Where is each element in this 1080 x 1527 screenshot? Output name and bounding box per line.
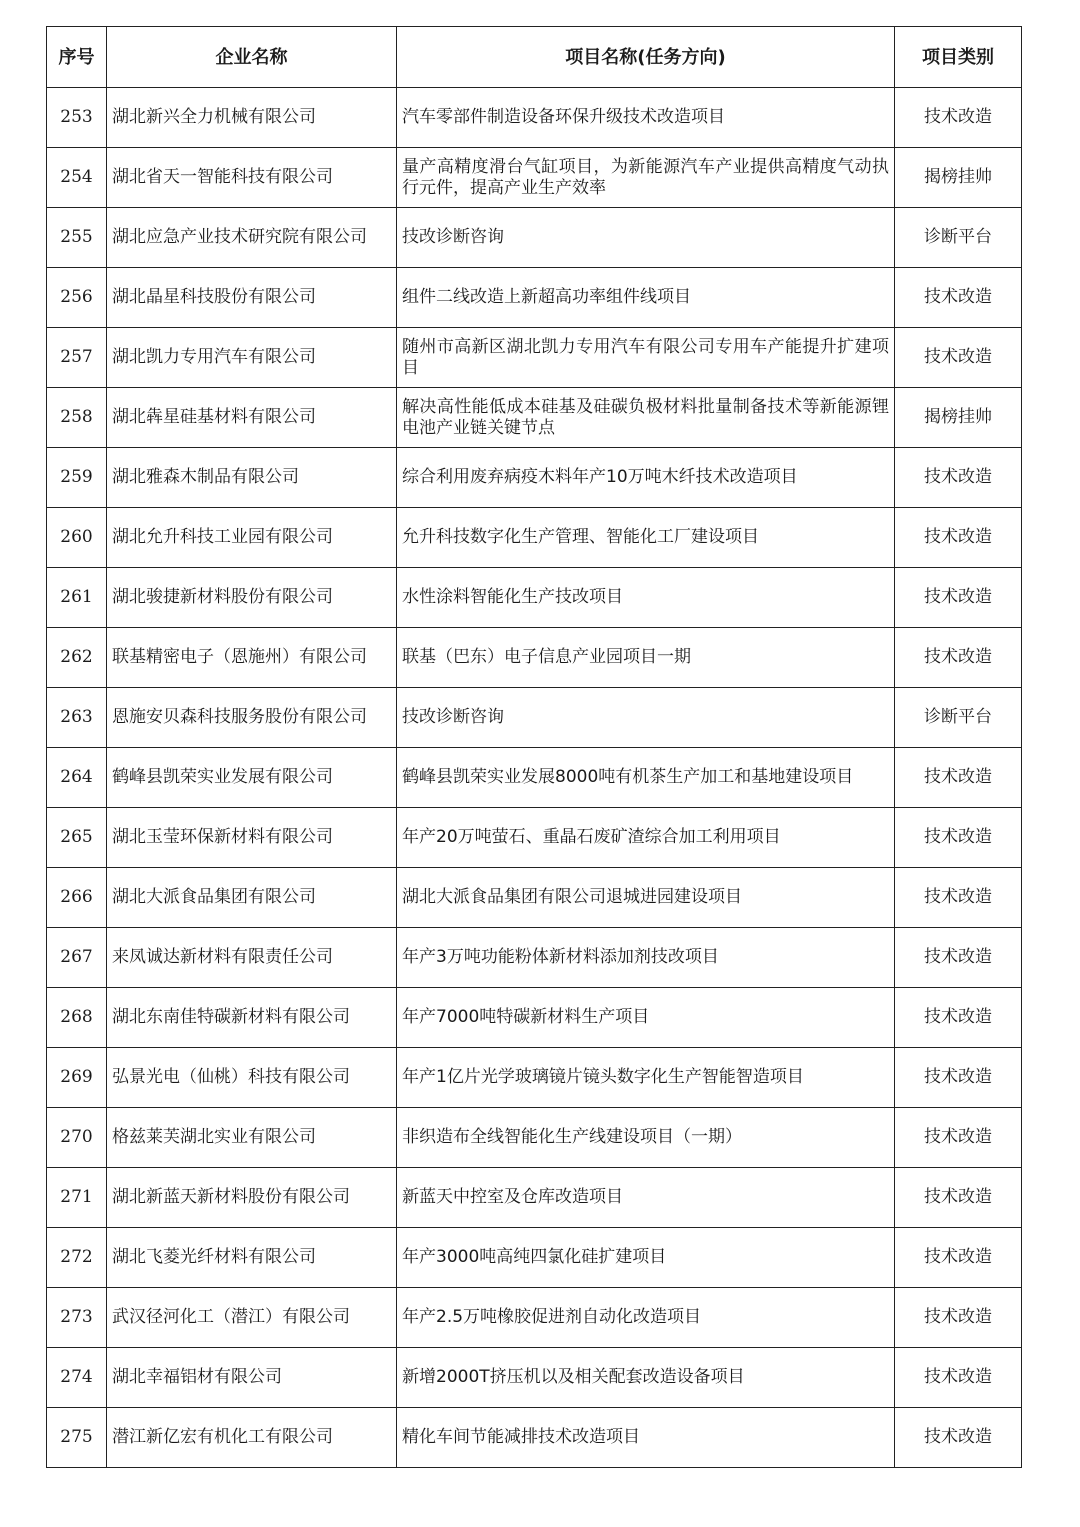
table-row <box>47 268 1022 328</box>
row-project-name: 年产7000吨特碳新材料生产项目 <box>397 988 895 1048</box>
row-project-name: 技改诊断咨询 <box>397 208 895 268</box>
row-project-type: 技术改造 <box>895 808 1022 868</box>
row-serial-number: 257 <box>47 328 107 388</box>
row-company-name: 来凤诚达新材料有限责任公司 <box>107 928 397 988</box>
row-project-type: 技术改造 <box>895 1408 1022 1468</box>
row-company-name: 湖北骏捷新材料股份有限公司 <box>107 568 397 628</box>
project-table <box>46 26 1022 1468</box>
table-row <box>47 748 1022 808</box>
row-project-type: 技术改造 <box>895 508 1022 568</box>
row-project-type: 技术改造 <box>895 268 1022 328</box>
row-serial-number: 263 <box>47 688 107 748</box>
row-company-name: 恩施安贝森科技服务股份有限公司 <box>107 688 397 748</box>
row-project-name: 年产3万吨功能粉体新材料添加剂技改项目 <box>397 928 895 988</box>
row-serial-number: 260 <box>47 508 107 568</box>
row-project-name: 年产20万吨萤石、重晶石废矿渣综合加工利用项目 <box>397 808 895 868</box>
row-project-type: 技术改造 <box>895 328 1022 388</box>
table-row <box>47 1108 1022 1168</box>
row-serial-number: 258 <box>47 388 107 448</box>
row-project-name: 新蓝天中控室及仓库改造项目 <box>397 1168 895 1228</box>
table-row <box>47 508 1022 568</box>
row-project-name: 年产3000吨高纯四氯化硅扩建项目 <box>397 1228 895 1288</box>
row-company-name: 联基精密电子（恩施州）有限公司 <box>107 628 397 688</box>
row-project-type: 揭榜挂帅 <box>895 388 1022 448</box>
row-serial-number: 253 <box>47 88 107 148</box>
table-row <box>47 148 1022 208</box>
table-row <box>47 328 1022 388</box>
row-serial-number: 274 <box>47 1348 107 1408</box>
row-project-type: 技术改造 <box>895 88 1022 148</box>
row-project-name: 年产1亿片光学玻璃镜片镜头数字化生产智能智造项目 <box>397 1048 895 1108</box>
row-project-name: 鹤峰县凯荣实业发展8000吨有机茶生产加工和基地建设项目 <box>397 748 895 808</box>
row-project-type: 揭榜挂帅 <box>895 148 1022 208</box>
row-project-type: 技术改造 <box>895 928 1022 988</box>
row-company-name: 湖北晶星科技股份有限公司 <box>107 268 397 328</box>
row-serial-number: 259 <box>47 448 107 508</box>
row-serial-number: 262 <box>47 628 107 688</box>
row-serial-number: 272 <box>47 1228 107 1288</box>
row-project-name: 水性涂料智能化生产技改项目 <box>397 568 895 628</box>
row-company-name: 湖北玉莹环保新材料有限公司 <box>107 808 397 868</box>
row-company-name: 湖北新兴全力机械有限公司 <box>107 88 397 148</box>
table-row <box>47 1048 1022 1108</box>
row-project-name: 技改诊断咨询 <box>397 688 895 748</box>
table-row <box>47 688 1022 748</box>
row-company-name: 潜江新亿宏有机化工有限公司 <box>107 1408 397 1468</box>
table-row <box>47 1228 1022 1288</box>
row-project-type: 技术改造 <box>895 628 1022 688</box>
row-company-name: 湖北凯力专用汽车有限公司 <box>107 328 397 388</box>
table-header-row <box>47 27 1022 88</box>
row-serial-number: 256 <box>47 268 107 328</box>
row-serial-number: 264 <box>47 748 107 808</box>
row-company-name: 湖北允升科技工业园有限公司 <box>107 508 397 568</box>
row-project-type: 技术改造 <box>895 1048 1022 1108</box>
row-company-name: 湖北飞菱光纤材料有限公司 <box>107 1228 397 1288</box>
row-serial-number: 271 <box>47 1168 107 1228</box>
row-project-type: 诊断平台 <box>895 688 1022 748</box>
row-company-name: 鹤峰县凯荣实业发展有限公司 <box>107 748 397 808</box>
row-project-name: 联基（巴东）电子信息产业园项目一期 <box>397 628 895 688</box>
row-serial-number: 273 <box>47 1288 107 1348</box>
row-project-name: 量产高精度滑台气缸项目，为新能源汽车产业提供高精度气动执行元件，提高产业生产效率 <box>397 148 895 208</box>
row-company-name: 湖北应急产业技术研究院有限公司 <box>107 208 397 268</box>
row-company-name: 湖北犇星硅基材料有限公司 <box>107 388 397 448</box>
row-company-name: 湖北雅森木制品有限公司 <box>107 448 397 508</box>
header-serial-number: 序号 <box>47 27 107 88</box>
table-row <box>47 448 1022 508</box>
row-serial-number: 267 <box>47 928 107 988</box>
header-company-name: 企业名称 <box>107 27 397 88</box>
row-company-name: 湖北东南佳特碳新材料有限公司 <box>107 988 397 1048</box>
row-serial-number: 266 <box>47 868 107 928</box>
row-project-type: 技术改造 <box>895 1348 1022 1408</box>
row-company-name: 湖北大派食品集团有限公司 <box>107 868 397 928</box>
row-serial-number: 270 <box>47 1108 107 1168</box>
row-project-type: 技术改造 <box>895 1228 1022 1288</box>
table-row <box>47 928 1022 988</box>
row-company-name: 武汉径河化工（潜江）有限公司 <box>107 1288 397 1348</box>
row-project-name: 综合利用废弃病疫木料年产10万吨木纤技术改造项目 <box>397 448 895 508</box>
table-row <box>47 1288 1022 1348</box>
row-project-type: 技术改造 <box>895 988 1022 1048</box>
row-project-type: 技术改造 <box>895 868 1022 928</box>
table-row <box>47 808 1022 868</box>
table-row <box>47 208 1022 268</box>
table-row <box>47 1168 1022 1228</box>
header-project-type: 项目类别 <box>895 27 1022 88</box>
row-serial-number: 261 <box>47 568 107 628</box>
row-project-type: 技术改造 <box>895 1108 1022 1168</box>
row-project-type: 诊断平台 <box>895 208 1022 268</box>
row-project-type: 技术改造 <box>895 568 1022 628</box>
row-company-name: 湖北省天一智能科技有限公司 <box>107 148 397 208</box>
row-project-type: 技术改造 <box>895 1168 1022 1228</box>
row-project-name: 允升科技数字化生产管理、智能化工厂建设项目 <box>397 508 895 568</box>
row-serial-number: 269 <box>47 1048 107 1108</box>
row-project-name: 湖北大派食品集团有限公司退城进园建设项目 <box>397 868 895 928</box>
project-list-sheet <box>46 26 1021 1468</box>
row-serial-number: 265 <box>47 808 107 868</box>
row-company-name: 湖北新蓝天新材料股份有限公司 <box>107 1168 397 1228</box>
table-row <box>47 868 1022 928</box>
row-project-name: 随州市高新区湖北凯力专用汽车有限公司专用车产能提升扩建项目 <box>397 328 895 388</box>
row-company-name: 湖北幸福铝材有限公司 <box>107 1348 397 1408</box>
table-row <box>47 568 1022 628</box>
row-project-name: 解决高性能低成本硅基及硅碳负极材料批量制备技术等新能源锂电池产业链关键节点 <box>397 388 895 448</box>
row-serial-number: 254 <box>47 148 107 208</box>
row-company-name: 格兹莱芙湖北实业有限公司 <box>107 1108 397 1168</box>
row-project-type: 技术改造 <box>895 448 1022 508</box>
row-project-name: 精化车间节能减排技术改造项目 <box>397 1408 895 1468</box>
table-row <box>47 388 1022 448</box>
table-row <box>47 1348 1022 1408</box>
table-row <box>47 988 1022 1048</box>
row-project-name: 汽车零部件制造设备环保升级技术改造项目 <box>397 88 895 148</box>
table-row <box>47 1408 1022 1468</box>
row-project-name: 非织造布全线智能化生产线建设项目（一期） <box>397 1108 895 1168</box>
table-row <box>47 628 1022 688</box>
row-serial-number: 255 <box>47 208 107 268</box>
header-project-name: 项目名称(任务方向) <box>397 27 895 88</box>
row-company-name: 弘景光电（仙桃）科技有限公司 <box>107 1048 397 1108</box>
row-project-name: 年产2.5万吨橡胶促进剂自动化改造项目 <box>397 1288 895 1348</box>
row-project-name: 组件二线改造上新超高功率组件线项目 <box>397 268 895 328</box>
table-row <box>47 88 1022 148</box>
row-project-type: 技术改造 <box>895 748 1022 808</box>
row-project-type: 技术改造 <box>895 1288 1022 1348</box>
row-serial-number: 268 <box>47 988 107 1048</box>
row-serial-number: 275 <box>47 1408 107 1468</box>
row-project-name: 新增2000T挤压机以及相关配套改造设备项目 <box>397 1348 895 1408</box>
